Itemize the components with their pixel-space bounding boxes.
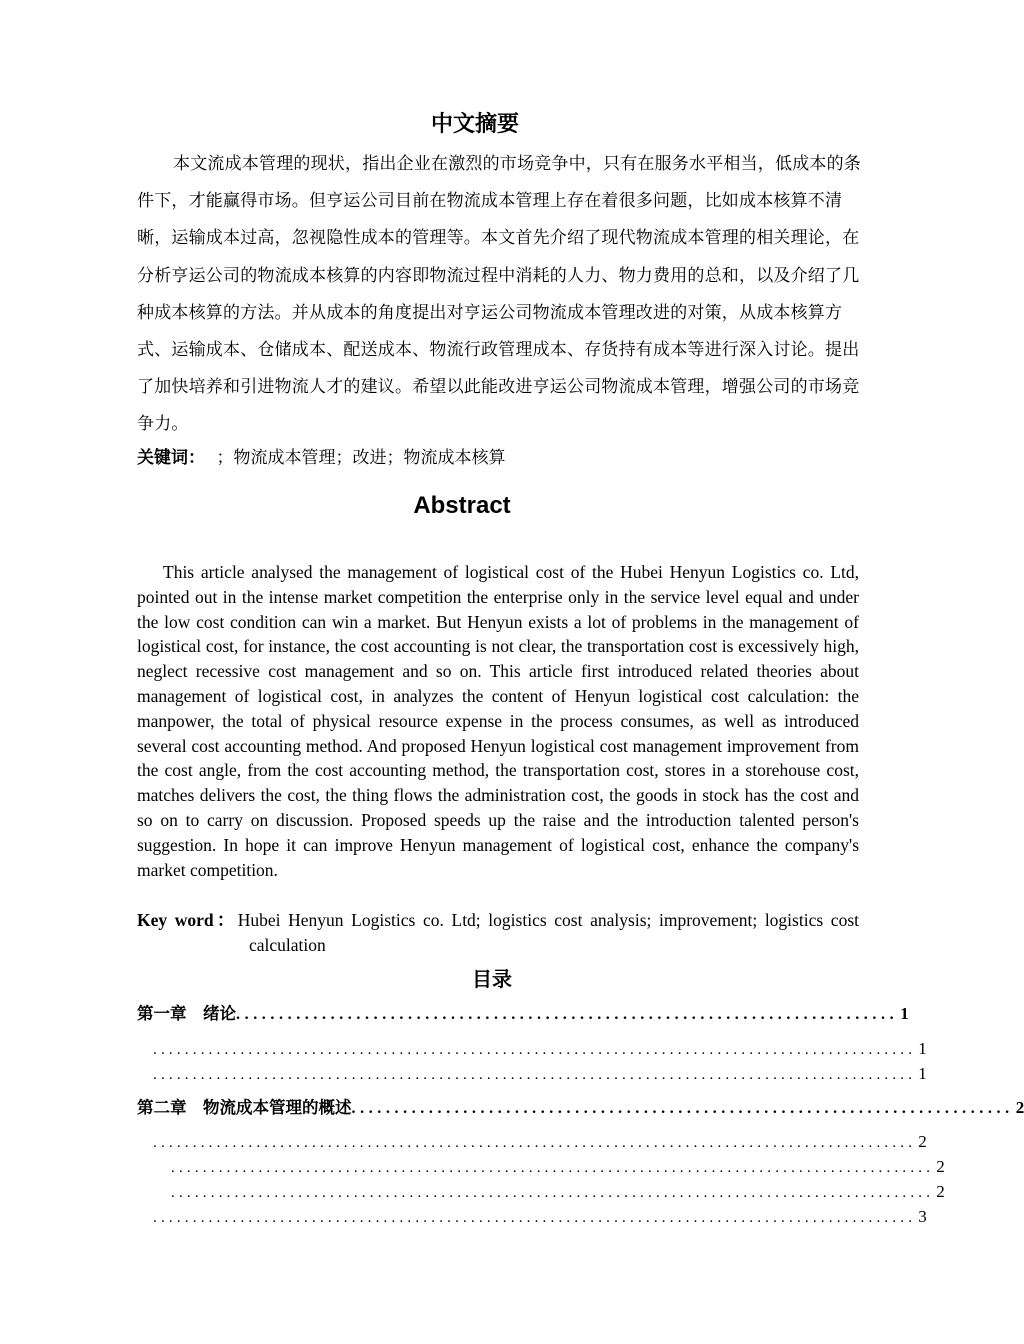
chinese-abstract-body: 本文流成本管理的现状，指出企业在激烈的市场竞争中，只有在服务水平相当，低成本的条件下，才能赢得市场。但亨运公司目前在物流成本管理上存在着很多问题，比如成本核算不清晰，运输成本过高，忽视隐性成本的管理等。本文首先介绍了现代物流成本管理的相关理论，在分析亨运公司的物流成本核算的内容即物流过程中消耗的人力、物力费用的总和，以及介绍了几种成本核算的方法。并从成本的角度提出对亨运公司物流成本管理改进的对策，从成本核算方式、运输成本、仓储成本、配送成本、物流行政管理成本、存货持有成本等进行深入讨论。提出了加快培养和引进物流人才的建议。希望以此能改进亨运公司物流成本管理，增强公司的市场竞争力。 <box>137 154 861 435</box>
english-abstract-title: Abstract <box>413 492 511 519</box>
toc-entry[interactable] <box>171 1181 945 1204</box>
toc-entry-label: 第二章 物流成本管理的概述 <box>137 1098 352 1117</box>
toc-entry-chapter-1[interactable] <box>137 1003 909 1026</box>
chinese-keywords-text: ；物流成本管理；改进；物流成本核算 <box>216 448 506 468</box>
chinese-keywords <box>137 445 867 471</box>
toc-entry[interactable] <box>153 1063 927 1086</box>
english-keywords <box>137 908 859 958</box>
toc-leader-dots: ................................................................................................ <box>171 1185 935 1201</box>
toc-page-number: 2 <box>936 1182 945 1201</box>
toc-page-number: 1 <box>918 1039 927 1058</box>
toc-entry-label: 第一章 绪论 <box>137 1004 236 1023</box>
toc-leader-dots: ................................................................................................ <box>153 1210 917 1226</box>
toc-entry[interactable] <box>153 1038 927 1061</box>
chinese-abstract-title: 中文摘要 <box>430 112 519 137</box>
toc-leader-dots: ................................................................................................ <box>153 1135 917 1151</box>
english-keywords-text: Hubei Henyun Logistics co. Ltd; logistics cost analysis; improvement; logistics cost calculation <box>237 910 859 955</box>
toc-page-number: 1 <box>918 1064 927 1083</box>
toc-entry-chapter-2[interactable] <box>137 1097 1024 1120</box>
english-keywords-label: Key word： <box>137 910 238 930</box>
toc-page-number: 2 <box>918 1132 927 1151</box>
english-abstract-body: This article analysed the management of logistical cost of the Hubei Henyun Logistics co. Ltd, pointed out in the intense market competition the enterprise only in the service level equal and under the low cost condition can win a market. But Henyun exists a lot of problems in the management of logistical cost, for instance, the cost accounting is not clear, the transportation cost is excessively high, neglect recessive cost management and so on. This article first introduced related theories about management of logistical cost, in analyzes the content of Henyun logistical cost calculation: the manpower, the total of physical resource expense in the process consumes, as well as introduced several cost accounting method. And proposed Henyun logistical cost management improvement from the cost angle, from the cost accounting method, the transportation cost, stores in a storehouse cost, matches delivers the cost, the thing flows the administration cost, the goods in stock has the cost and so on to carry on discussion. Proposed speeds up the raise and the introduction talented person's suggestion. In hope it can improve Henyun management of logistical cost, enhance the company's market competition. <box>137 562 859 880</box>
toc-title: 目录 <box>472 967 512 991</box>
toc-entry[interactable] <box>153 1131 927 1154</box>
toc-page-number: 2 <box>1015 1098 1024 1117</box>
toc-leader-dots: ................................................................................................ <box>153 1042 917 1058</box>
toc-leader-dots: ................................................................................................ <box>153 1067 917 1083</box>
toc-page-number: 3 <box>918 1207 927 1226</box>
toc-entry[interactable] <box>171 1156 945 1179</box>
toc-leader-dots: ................................................................................................ <box>171 1160 935 1176</box>
toc-page-number: 2 <box>936 1157 945 1176</box>
toc-leader-dots: ............................................................................. <box>236 1006 899 1023</box>
toc-entry[interactable] <box>153 1206 927 1229</box>
toc-leader-dots: ............................................................................. <box>351 1100 1014 1117</box>
chinese-keywords-label: 关键词： <box>137 448 197 468</box>
toc-page-number: 1 <box>900 1004 909 1023</box>
